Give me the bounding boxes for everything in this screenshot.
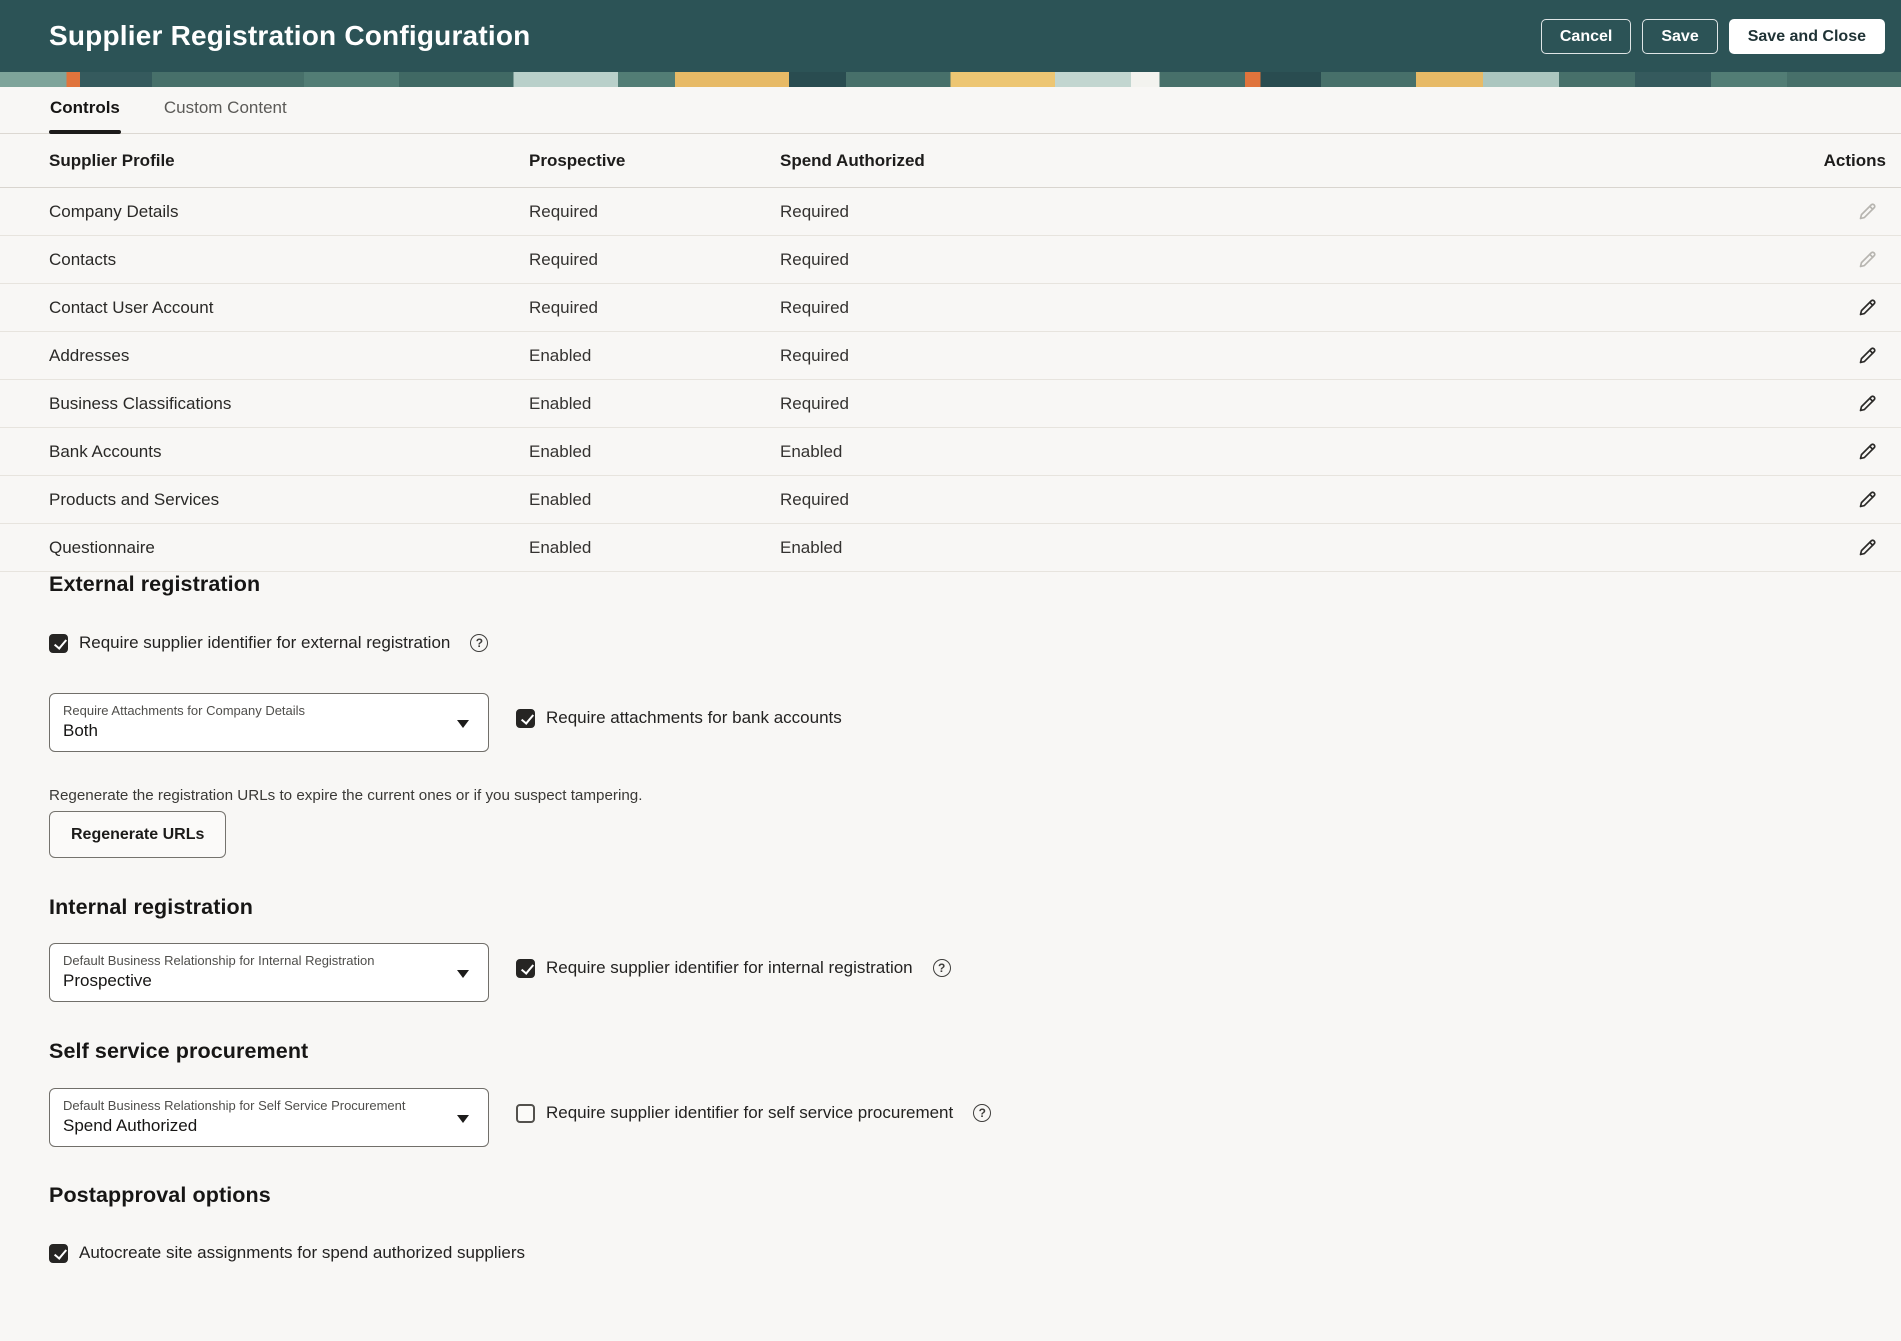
column-header-actions: Actions	[1823, 150, 1886, 170]
column-header-supplier-profile: Supplier Profile	[49, 150, 175, 170]
table-row	[0, 524, 1901, 572]
self-service-require-identifier-row	[516, 1103, 991, 1123]
row-spend-authorized-value: Required	[780, 201, 849, 221]
select-label: Default Business Relationship for Internal Registration	[63, 953, 375, 968]
internal-require-identifier-checkbox[interactable]	[516, 959, 535, 978]
table-row	[0, 476, 1901, 524]
table-body	[0, 188, 1901, 572]
require-attachments-company-details-select[interactable]	[49, 693, 489, 752]
edit-row-button[interactable]	[1794, 393, 1886, 414]
select-value: Spend Authorized	[63, 1116, 198, 1135]
row-prospective-value: Enabled	[529, 537, 592, 557]
table-row	[0, 332, 1901, 380]
row-supplier-profile-label: Products and Services	[49, 489, 220, 509]
table-row	[0, 284, 1901, 332]
internal-require-identifier-row	[516, 958, 951, 978]
edit-row-button	[1794, 249, 1886, 270]
form-content	[0, 572, 1901, 1263]
table-row	[0, 428, 1901, 476]
external-require-identifier-checkbox[interactable]	[49, 634, 68, 653]
autocreate-site-assignments-checkbox[interactable]	[49, 1244, 68, 1263]
save-and-close-button[interactable]: Save and Close	[1729, 19, 1885, 54]
header-actions	[1541, 19, 1885, 54]
edit-row-button	[1794, 201, 1886, 222]
table-row	[0, 236, 1901, 284]
pencil-icon	[1857, 201, 1878, 222]
table-row	[0, 188, 1901, 236]
edit-row-button[interactable]	[1794, 537, 1886, 558]
row-spend-authorized-value: Required	[780, 297, 849, 317]
default-relationship-internal-select[interactable]	[49, 943, 489, 1002]
row-prospective-value: Enabled	[529, 393, 592, 413]
select-label: Require Attachments for Company Details	[63, 703, 306, 718]
row-prospective-value: Required	[529, 297, 598, 317]
self-service-require-identifier-checkbox[interactable]	[516, 1104, 535, 1123]
autocreate-site-assignments-row	[49, 1243, 1852, 1263]
row-prospective-value: Required	[529, 249, 598, 269]
external-require-identifier-row	[49, 633, 1852, 653]
row-spend-authorized-value: Required	[780, 393, 849, 413]
pencil-icon	[1857, 249, 1878, 270]
tab-controls[interactable]: Controls	[49, 98, 121, 133]
edit-row-button[interactable]	[1794, 297, 1886, 318]
tab-bar	[0, 87, 1901, 134]
row-supplier-profile-label: Company Details	[49, 201, 179, 221]
help-icon[interactable]: ?	[470, 634, 488, 652]
column-header-prospective: Prospective	[529, 150, 626, 170]
bank-attachments-label: Require attachments for bank accounts	[546, 708, 842, 727]
help-icon[interactable]: ?	[973, 1104, 991, 1122]
external-require-identifier-label: Require supplier identifier for external registration	[79, 633, 451, 652]
pencil-icon	[1857, 345, 1878, 366]
edit-row-button[interactable]	[1794, 345, 1886, 366]
help-icon[interactable]: ?	[933, 959, 951, 977]
pencil-icon	[1857, 297, 1878, 318]
internal-require-identifier-label: Require supplier identifier for internal registration	[546, 958, 913, 977]
column-header-spend-authorized: Spend Authorized	[780, 150, 925, 170]
external-attachments-row	[49, 693, 1852, 752]
select-value: Both	[63, 721, 98, 740]
app-header	[0, 0, 1901, 72]
chevron-down-icon	[457, 970, 469, 978]
tab-custom-content[interactable]: Custom Content	[163, 98, 287, 117]
edit-row-button[interactable]	[1794, 489, 1886, 510]
supplier-profile-table	[0, 134, 1901, 572]
row-supplier-profile-label: Contacts	[49, 249, 117, 269]
row-spend-authorized-value: Required	[780, 249, 849, 269]
regenerate-urls-hint: Regenerate the registration URLs to expire the current ones or if you suspect tampering.	[49, 787, 643, 804]
pencil-icon	[1857, 489, 1878, 510]
row-supplier-profile-label: Business Classifications	[49, 393, 232, 413]
chevron-down-icon	[457, 1115, 469, 1123]
external-registration-heading: External registration	[49, 572, 261, 596]
row-prospective-value: Enabled	[529, 345, 592, 365]
cancel-button[interactable]: Cancel	[1541, 19, 1631, 54]
autocreate-site-assignments-label: Autocreate site assignments for spend authorized suppliers	[79, 1243, 526, 1262]
edit-row-button[interactable]	[1794, 441, 1886, 462]
table-row	[0, 380, 1901, 428]
row-spend-authorized-value: Required	[780, 489, 849, 509]
self-service-relationship-row	[49, 1088, 1852, 1147]
pencil-icon	[1857, 441, 1878, 462]
row-supplier-profile-label: Bank Accounts	[49, 441, 162, 461]
bank-attachments-checkbox[interactable]	[516, 709, 535, 728]
pencil-icon	[1857, 393, 1878, 414]
internal-registration-heading: Internal registration	[49, 895, 253, 919]
self-service-procurement-heading: Self service procurement	[49, 1039, 309, 1063]
default-relationship-self-service-select[interactable]	[49, 1088, 489, 1147]
row-prospective-value: Enabled	[529, 489, 592, 509]
bank-attachments-row	[516, 708, 842, 728]
postapproval-options-heading: Postapproval options	[49, 1183, 271, 1207]
self-service-require-identifier-label: Require supplier identifier for self service procurement	[546, 1103, 954, 1122]
regenerate-urls-button[interactable]: Regenerate URLs	[49, 811, 226, 858]
internal-relationship-row	[49, 943, 1852, 1002]
save-button[interactable]: Save	[1642, 19, 1717, 54]
row-prospective-value: Required	[529, 201, 598, 221]
row-spend-authorized-value: Enabled	[780, 441, 843, 461]
select-label: Default Business Relationship for Self Service Procurement	[63, 1098, 406, 1113]
row-spend-authorized-value: Enabled	[780, 537, 843, 557]
row-supplier-profile-label: Addresses	[49, 345, 130, 365]
row-spend-authorized-value: Required	[780, 345, 849, 365]
select-value: Prospective	[63, 971, 152, 990]
chevron-down-icon	[457, 720, 469, 728]
pencil-icon	[1857, 537, 1878, 558]
page-title: Supplier Registration Configuration	[49, 20, 531, 51]
table-header-row	[0, 134, 1901, 188]
row-supplier-profile-label: Questionnaire	[49, 537, 155, 557]
row-supplier-profile-label: Contact User Account	[49, 297, 214, 317]
decorative-banner-strip	[0, 72, 1901, 87]
row-prospective-value: Enabled	[529, 441, 592, 461]
